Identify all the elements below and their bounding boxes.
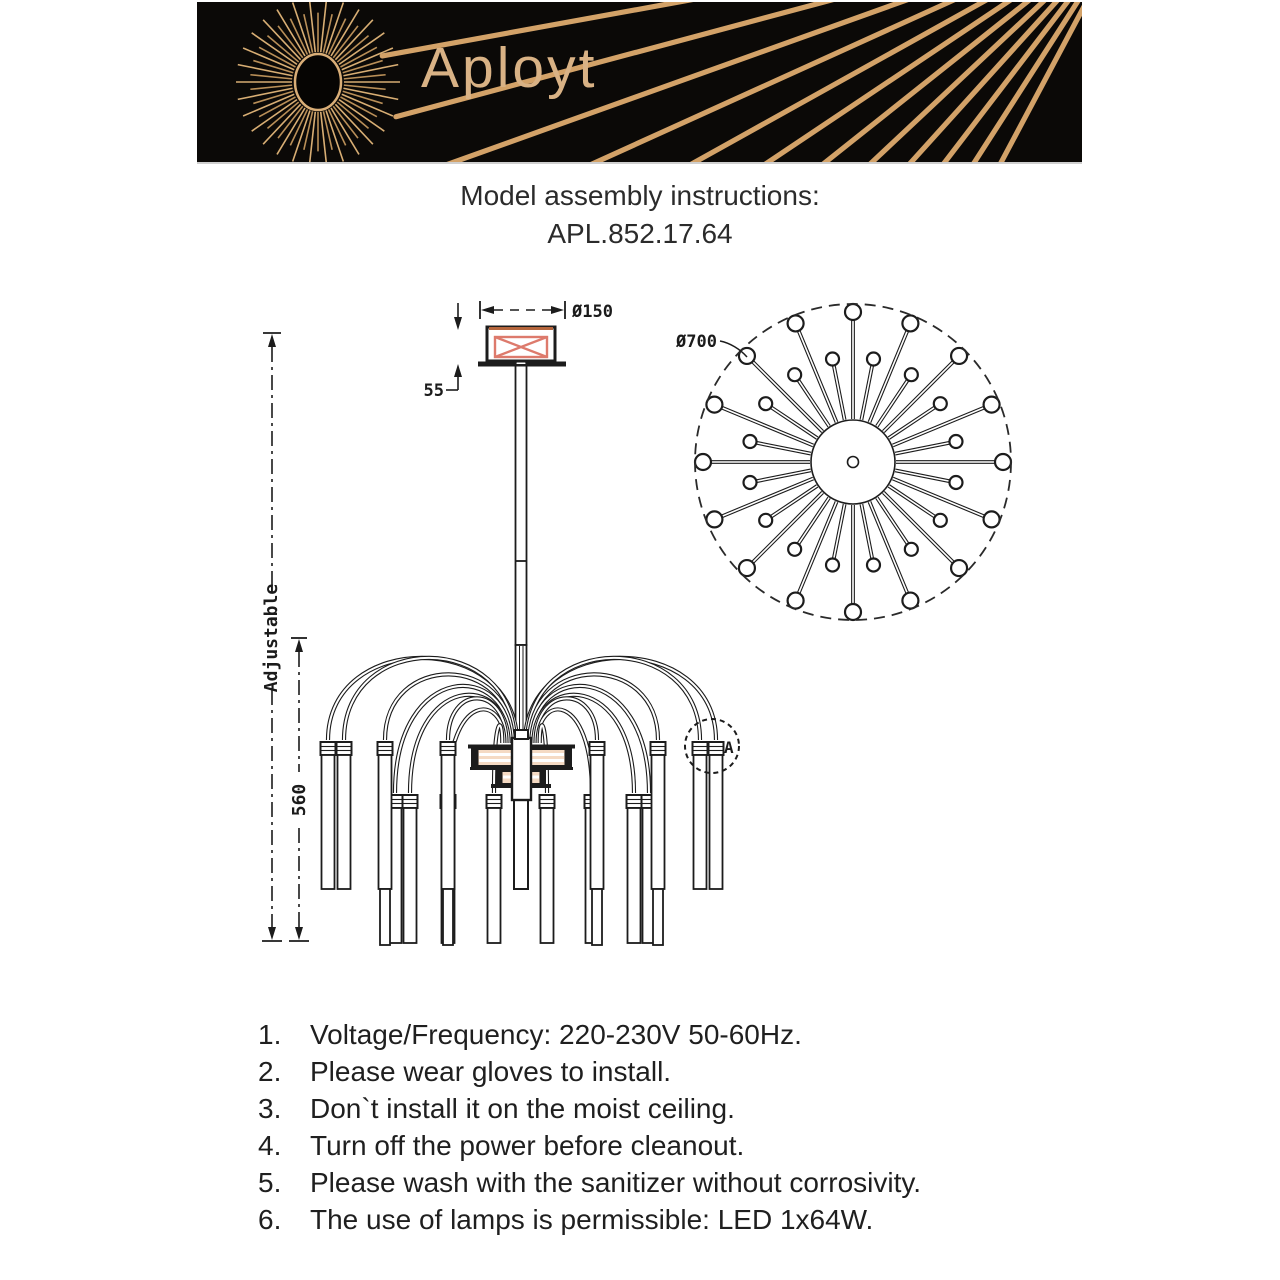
dim-label-canopy-diameter: Ø150	[572, 302, 613, 322]
dim-label-body-height: 560	[289, 783, 310, 817]
dim-label-adjustable: Adjustable	[261, 583, 282, 693]
instruction-number: 6.	[258, 1204, 282, 1235]
instruction-text: Don`t install it on the moist ceiling.	[310, 1093, 735, 1124]
instruction-item-1	[258, 1019, 1098, 1056]
instruction-number: 4.	[258, 1130, 282, 1161]
instruction-number: 5.	[258, 1167, 282, 1198]
instruction-number: 1.	[258, 1019, 282, 1050]
detail-a-label: A	[724, 738, 734, 757]
instruction-number: 3.	[258, 1093, 282, 1124]
instruction-item-6	[258, 1204, 1098, 1241]
instruction-item-3	[258, 1093, 1098, 1130]
dim-label-canopy-height: 55	[423, 381, 444, 401]
instructions-list	[258, 1019, 1098, 1241]
ceiling-canopy	[478, 327, 566, 364]
top-view	[695, 304, 1011, 620]
instruction-text: Turn off the power before cleanout.	[310, 1130, 745, 1161]
instruction-text: Please wear gloves to install.	[310, 1056, 672, 1087]
instruction-item-4	[258, 1130, 1098, 1167]
brand-wordmark: Aployt	[421, 36, 598, 100]
instruction-item-5	[258, 1167, 1098, 1204]
model-number: APL.852.17.64	[547, 218, 733, 249]
center-hub	[468, 730, 575, 800]
page-title: Model assembly instructions:	[460, 180, 820, 211]
instruction-text: Voltage/Frequency: 220-230V 50-60Hz.	[310, 1019, 802, 1050]
suspension-rod	[516, 364, 527, 742]
dim-label-top-diameter: Ø700	[676, 332, 717, 352]
instruction-number: 2.	[258, 1056, 282, 1087]
instruction-text: The use of lamps is permissible: LED 1x64W.	[310, 1204, 874, 1235]
instruction-text: Please wash with the sanitizer without corrosivity.	[310, 1167, 922, 1198]
instruction-item-2	[258, 1056, 1098, 1093]
